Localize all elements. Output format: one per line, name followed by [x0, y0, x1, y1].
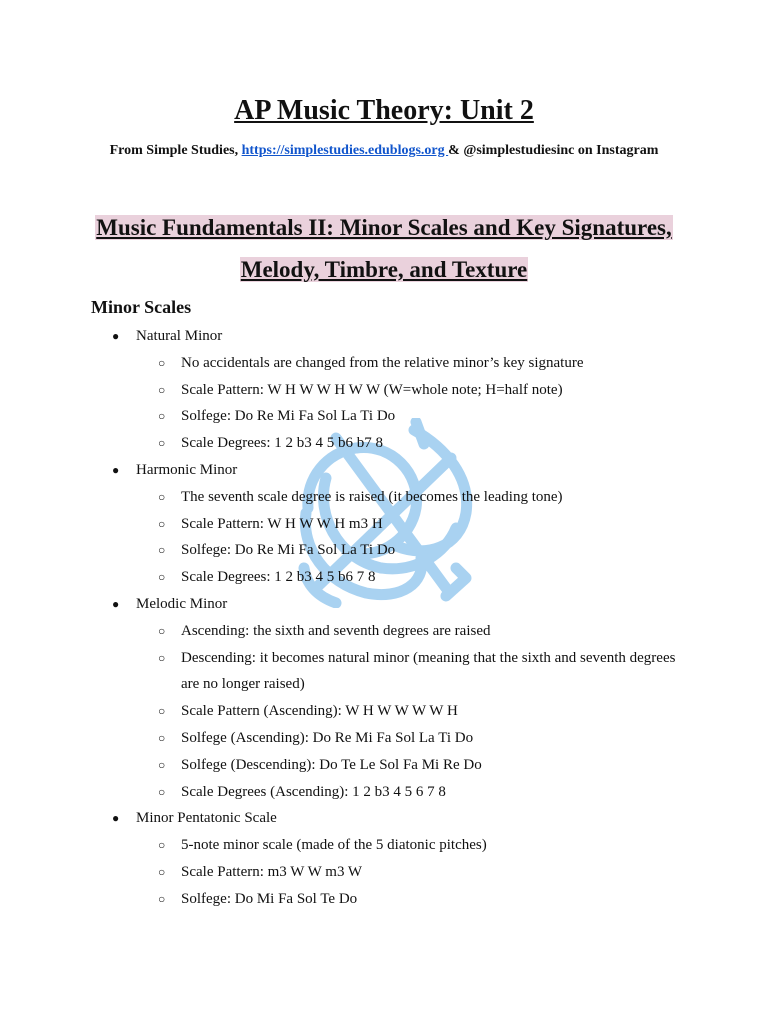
circle-bullet-icon: ○ [158, 570, 166, 585]
list-item: ● Melodic Minor [0, 591, 768, 618]
circle-bullet-icon: ○ [158, 891, 166, 906]
circle-bullet-icon: ○ [158, 382, 166, 397]
list-item: ○ 5-note minor scale (made of the 5 diatonic pitches) [0, 832, 768, 859]
list-item: ○ Solfege: Do Re Mi Fa Sol La Ti Do [0, 537, 768, 564]
list-item: ○ Scale Pattern: m3 W W m3 W [0, 859, 768, 886]
list-item: ○ Descending: it becomes natural minor (meaning that the sixth and seventh degrees are no longer raised) [0, 645, 768, 699]
list-item: ○ Ascending: the sixth and seventh degrees are raised [0, 618, 768, 645]
section-title: Minor Scales [91, 297, 192, 317]
circle-bullet-icon: ○ [158, 436, 166, 451]
page-title: AP Music Theory: Unit 2 [234, 95, 534, 126]
circle-bullet-icon: ○ [158, 623, 166, 638]
circle-bullet-icon: ○ [158, 650, 166, 665]
list-item: ○ Scale Degrees: 1 2 b3 4 5 b6 7 8 [0, 564, 768, 591]
source-link[interactable]: https://simplestudies.edublogs.org [241, 143, 449, 158]
source-credit [0, 142, 768, 160]
circle-bullet-icon: ○ [158, 757, 166, 772]
circle-bullet-icon: ○ [158, 784, 166, 799]
circle-bullet-icon: ○ [158, 409, 166, 424]
bullet-icon: ● [112, 462, 120, 477]
unit-heading-line-1: Music Fundamentals II: Minor Scales and Key Signatures, [96, 215, 672, 240]
circle-bullet-icon: ○ [158, 838, 166, 853]
list-item: ○ Scale Pattern: W H W W H m3 H [0, 511, 768, 538]
unit-heading-line-2: Melody, Timbre, and Texture [240, 257, 528, 282]
circle-bullet-icon: ○ [158, 730, 166, 745]
list-item: ○ Scale Pattern (Ascending): W H W W W W H [0, 698, 768, 725]
list-item: ○ Solfege (Ascending): Do Re Mi Fa Sol La Ti Do [0, 725, 768, 752]
circle-bullet-icon: ○ [158, 516, 166, 531]
list-item: ● Minor Pentatonic Scale [0, 805, 768, 832]
credit-prefix: From Simple Studies, [109, 143, 242, 158]
circle-bullet-icon: ○ [158, 489, 166, 504]
list-item: ○ Scale Degrees: 1 2 b3 4 5 b6 b7 8 [0, 430, 768, 457]
list-item: ○ Solfege: Do Mi Fa Sol Te Do [0, 886, 768, 913]
list-item: ○ No accidentals are changed from the relative minor’s key signature [0, 350, 768, 377]
list-item: ○ Scale Degrees (Ascending): 1 2 b3 4 5 6 7 8 [0, 779, 768, 806]
list-item: ○ Solfege (Descending): Do Te Le Sol Fa Mi Re Do [0, 752, 768, 779]
circle-bullet-icon: ○ [158, 355, 166, 370]
bullet-icon: ● [112, 811, 120, 826]
list-item: ● Natural Minor [0, 323, 768, 350]
credit-suffix: & @simplestudiesinc on Instagram [448, 143, 659, 158]
bullet-icon: ● [112, 329, 120, 343]
circle-bullet-icon: ○ [158, 543, 166, 558]
list-item: ● Harmonic Minor [0, 457, 768, 484]
bullet-icon: ● [112, 596, 120, 611]
list-item: ○ Solfege: Do Re Mi Fa Sol La Ti Do [0, 403, 768, 430]
circle-bullet-icon: ○ [158, 864, 166, 879]
list-item: ○ Scale Pattern: W H W W H W W (W=whole note; H=half note) [0, 377, 768, 404]
circle-bullet-icon: ○ [158, 704, 166, 719]
minor-scales-list [0, 323, 768, 913]
list-item: ○ The seventh scale degree is raised (it becomes the leading tone) [0, 484, 768, 511]
